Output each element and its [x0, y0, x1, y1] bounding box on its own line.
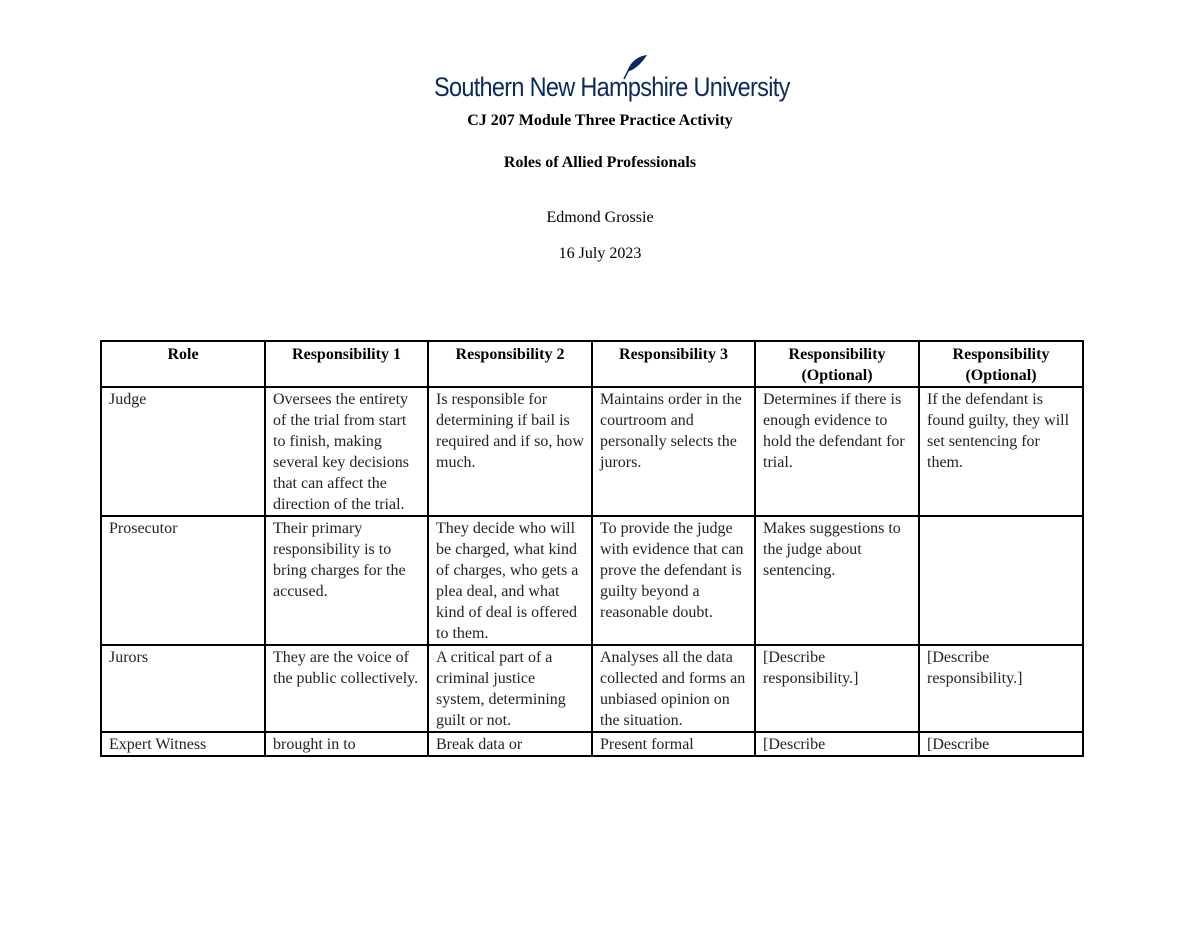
table-cell: Break data or: [428, 732, 592, 756]
header-responsibility-optional-1: Responsibility (Optional): [755, 341, 919, 387]
university-logo: [434, 54, 790, 104]
feather-icon: [622, 54, 648, 80]
table-row: [101, 516, 1083, 645]
table-row: [101, 387, 1083, 516]
table-cell: Is responsible for determining if bail is required and if so, how much.: [428, 387, 592, 516]
table-header-row: [101, 341, 1083, 387]
header-responsibility-2: Responsibility 2: [428, 341, 592, 387]
header-responsibility-optional-2: Responsibility (Optional): [919, 341, 1083, 387]
document-subtitle: Roles of Allied Professionals: [503, 154, 697, 171]
table-cell: A critical part of a criminal justice system, determining guilt or not.: [428, 645, 592, 732]
table-cell: [Describe responsibility.]: [755, 645, 919, 732]
course-title: CJ 207 Module Three Practice Activity: [467, 112, 733, 129]
table-row: [101, 732, 1083, 756]
header-responsibility-3: Responsibility 3: [592, 341, 755, 387]
table-cell: They decide who will be charged, what kind of charges, who gets a plea deal, and what kind of deal is offered to them.: [428, 516, 592, 645]
table-cell: Maintains order in the courtroom and personally selects the jurors.: [592, 387, 755, 516]
roles-table: [100, 340, 1084, 757]
table-cell: Judge: [101, 387, 265, 516]
table-cell: brought in to: [265, 732, 428, 756]
table-cell: [919, 516, 1083, 645]
table-cell: Oversees the entirety of the trial from start to finish, making several key decisions that can affect the direction of the trial.: [265, 387, 428, 516]
document-date: 16 July 2023: [558, 245, 642, 262]
table-cell: Determines if there is enough evidence to hold the defendant for trial.: [755, 387, 919, 516]
table-cell: [Describe: [755, 732, 919, 756]
table-row: [101, 645, 1083, 732]
table-cell: Their primary responsibility is to bring charges for the accused.: [265, 516, 428, 645]
table-cell: Analyses all the data collected and forms an unbiased opinion on the situation.: [592, 645, 755, 732]
table-cell: Jurors: [101, 645, 265, 732]
table-cell: [Describe responsibility.]: [919, 645, 1083, 732]
table-cell: Makes suggestions to the judge about sentencing.: [755, 516, 919, 645]
table-cell: [Describe: [919, 732, 1083, 756]
table-cell: Expert Witness: [101, 732, 265, 756]
table-cell: Present formal: [592, 732, 755, 756]
author-name: Edmond Grossie: [546, 209, 654, 226]
header-responsibility-1: Responsibility 1: [265, 341, 428, 387]
table-cell: They are the voice of the public collectively.: [265, 645, 428, 732]
logo-text: Southern New Hampshire University: [434, 72, 790, 102]
table-cell: If the defendant is found guilty, they will set sentencing for them.: [919, 387, 1083, 516]
header-role: Role: [101, 341, 265, 387]
table-cell: To provide the judge with evidence that can prove the defendant is guilty beyond a reasonable doubt.: [592, 516, 755, 645]
table-cell: Prosecutor: [101, 516, 265, 645]
